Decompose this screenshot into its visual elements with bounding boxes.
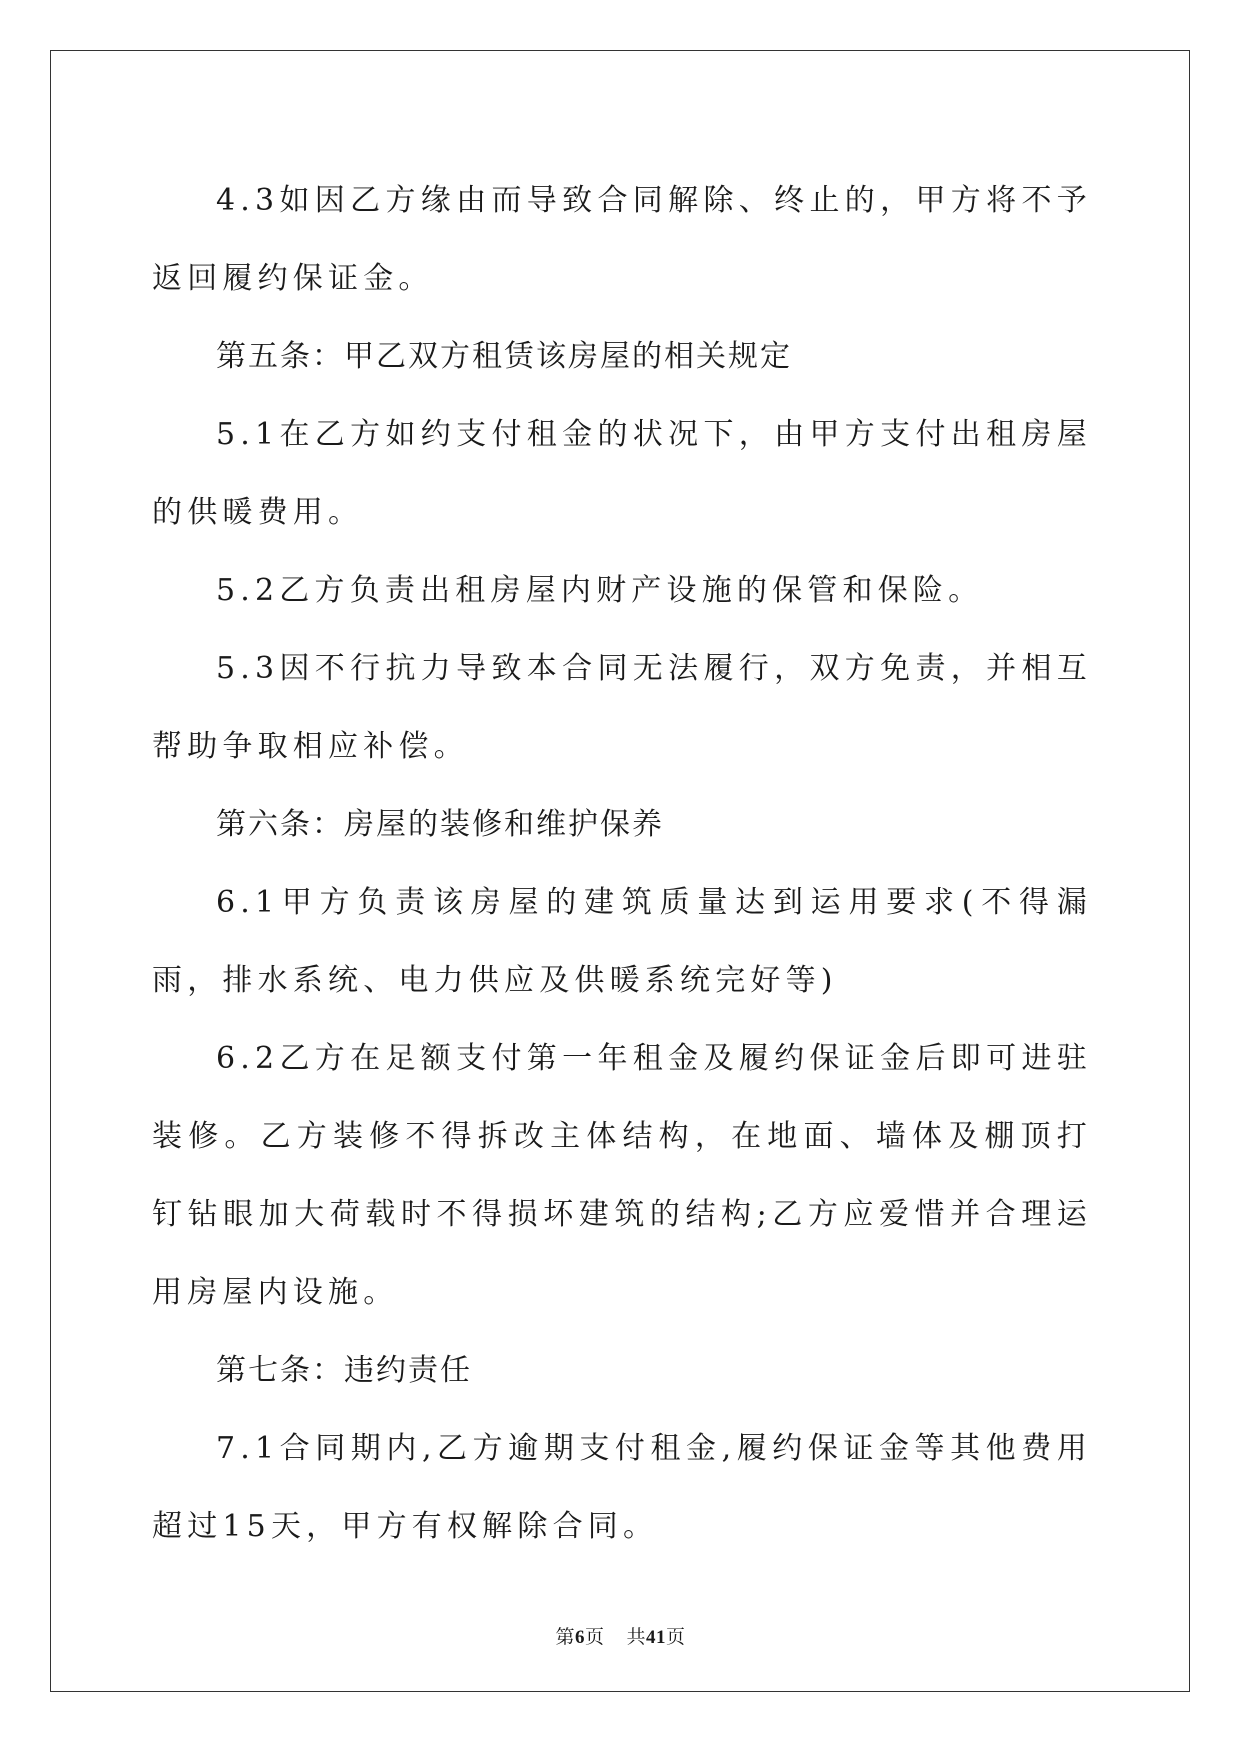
paragraph-4-3: 4.3如因乙方缘由而导致合同解除、终止的，甲方将不予返回履约保证金。 bbox=[152, 183, 1092, 296]
footer-total-suffix: 页 bbox=[666, 1626, 686, 1648]
heading-article-6: 第六条：房屋的装修和维护保养 bbox=[216, 807, 664, 842]
document-body bbox=[152, 162, 1092, 1566]
paragraph-5-1: 5.1在乙方如约支付租金的状况下，由甲方支付出租房屋的供暖费用。 bbox=[152, 417, 1092, 530]
paragraph-7-1: 7.1合同期内,乙方逾期支付租金,履约保证金等其他费用超过15天，甲方有权解除合同。 bbox=[152, 1431, 1092, 1544]
footer-page-number: 6 bbox=[574, 1627, 585, 1648]
footer-prefix: 第 bbox=[555, 1626, 575, 1648]
paragraph-6-1: 6.1甲方负责该房屋的建筑质量达到运用要求(不得漏雨，排水系统、电力供应及供暖系统完好等) bbox=[152, 885, 1092, 998]
paragraph-6-2: 6.2乙方在足额支付第一年租金及履约保证金后即可进驻装修。乙方装修不得拆改主体结构，在地面、墙体及棚顶打钉钻眼加大荷载时不得损坏建筑的结构;乙方应爱惜并合理运用房屋内设施。 bbox=[152, 1041, 1092, 1310]
paragraph-5-2: 5.2乙方负责出租房屋内财产设施的保管和保险。 bbox=[216, 573, 984, 608]
footer-page-suffix: 页 bbox=[584, 1626, 605, 1648]
page-footer bbox=[0, 1622, 1241, 1649]
heading-article-5: 第五条：甲乙双方租赁该房屋的相关规定 bbox=[216, 339, 792, 374]
heading-article-7: 第七条：违约责任 bbox=[216, 1353, 472, 1388]
footer-total-prefix: 共 bbox=[626, 1626, 647, 1648]
paragraph-5-3: 5.3因不行抗力导致本合同无法履行，双方免责，并相互帮助争取相应补偿。 bbox=[152, 651, 1092, 764]
footer-total-pages: 41 bbox=[646, 1627, 667, 1648]
